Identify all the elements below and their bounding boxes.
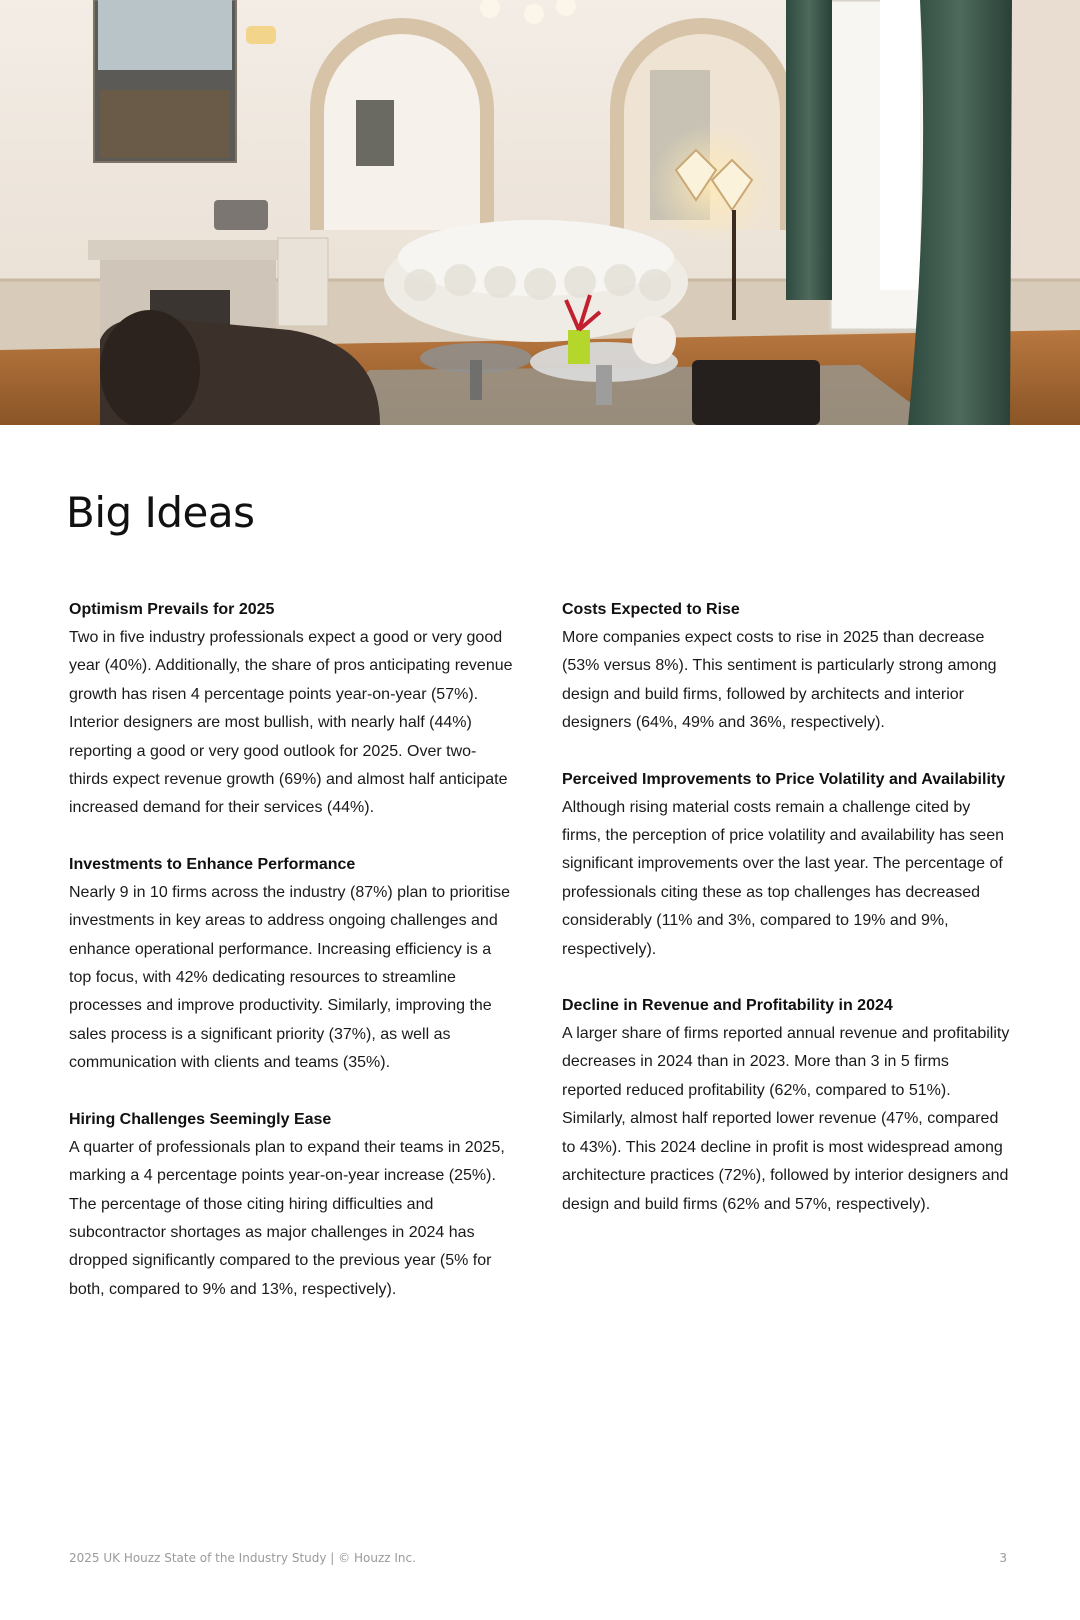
footer-credit: 2025 UK Houzz State of the Industry Study | © Houzz Inc.	[69, 1551, 416, 1565]
section-revenue-decline	[562, 992, 1010, 1219]
section-body: Although rising material costs remain a challenge cited by firms, the perception of price volatility and availability has seen significant improvements over the last year. The percentage of professionals citing these as top challenges has decreased considerably (11% and 3%, compared to 19% and 9%, respectively).	[562, 798, 1004, 958]
section-heading: Hiring Challenges Seemingly Ease	[69, 1110, 332, 1128]
section-body: More companies expect costs to rise in 2025 than decrease (53% versus 8%). This sentiment is particularly strong among design and build firms, followed by architects and interior designers (64%, 49% and 36%, respectively).	[562, 629, 997, 732]
section-heading: Perceived Improvements to Price Volatility and Availability	[562, 770, 1006, 788]
section-costs	[562, 596, 1010, 738]
section-body: Nearly 9 in 10 firms across the industry (87%) plan to prioritise investments in key areas to address ongoing challenges and enhance operational performance. Increasing efficiency is a top focus, with 42% dedicating resources to streamline processes and improve productivity. Similarly, improving the sales process is a significant priority (37%), as well as communication with clients and teams (35%).	[69, 883, 511, 1072]
section-heading: Optimism Prevails for 2025	[69, 601, 275, 618]
section-body: A larger share of firms reported annual revenue and profitability decreases in 2024 than in 2023. More than 3 in 5 firms reported reduced profitability (62%, compared to 51%). Similarly, almost half reported lower revenue (47%, compared to 43%). This 2024 decline in profit is most widespread among architecture practices (72%), followed by interior designers and design and build firms (62% and 57%, respectively).	[562, 1025, 1010, 1213]
right-column	[562, 596, 1010, 1247]
section-investments	[69, 851, 515, 1078]
page-title: Big Ideas	[66, 488, 255, 537]
section-optimism	[69, 596, 515, 823]
section-hiring	[69, 1106, 515, 1304]
section-price-volatility	[562, 766, 1010, 964]
section-heading: Investments to Enhance Performance	[69, 855, 356, 873]
section-body: A quarter of professionals plan to expand their teams in 2025, marking a 4 percentage points year-on-year increase (25%). The percentage of those citing hiring difficulties and subcontractor shortages as major challenges in 2024 has dropped significantly compared to the previous year (5% for both, compared to 9% and 13%, respectively).	[69, 1138, 505, 1298]
left-column	[69, 596, 515, 1332]
section-body: Two in five industry professionals expect a good or very good year (40%). Additionally, the share of pros anticipating revenue growth has risen 4 percentage points year-on-year (57%). Interior designers are most bullish, with nearly half (44%) reporting a good or very good outlook for 2025. Over two-thirds expect revenue growth (69%) and almost half anticipate increased demand for their services (44%).	[69, 629, 513, 817]
section-heading: Decline in Revenue and Profitability in 2024	[562, 997, 893, 1015]
hero-image	[0, 0, 1080, 425]
section-heading: Costs Expected to Rise	[562, 601, 740, 618]
page-number: 3	[999, 1551, 1007, 1565]
